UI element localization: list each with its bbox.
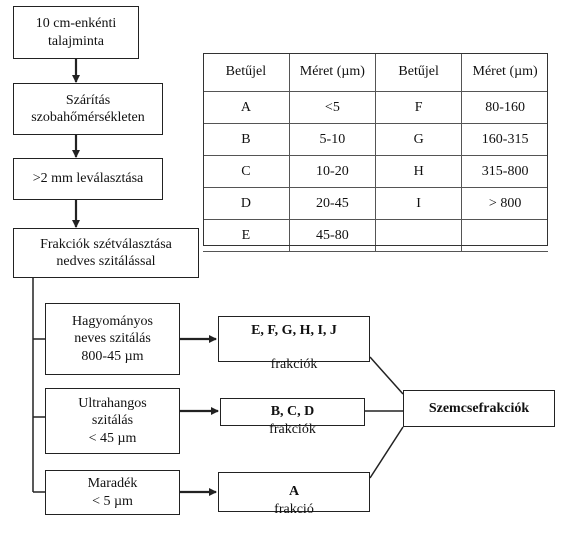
result-fractions-b-c-d-letters: B, C, D (270, 404, 315, 420)
result-fractions-b-c-d (220, 398, 365, 437)
method-conventional-sieving: Hagyományos neves szitálás 800-45 µm (45, 303, 180, 375)
table-cell: 45-80 (289, 220, 375, 252)
table-cell: 160-315 (462, 124, 548, 156)
table-header-cell: Betűjel (376, 53, 462, 92)
table-cell: 20-45 (289, 188, 375, 220)
table-header-cell: Méret (µm) (462, 53, 548, 92)
method-ultrasonic-sieving: Ultrahangos szitálás < 45 µm (45, 388, 180, 454)
table-cell: D (203, 188, 289, 220)
table-header-row (203, 53, 548, 92)
table-row (203, 188, 548, 220)
table-row (203, 92, 548, 124)
table-cell: G (376, 124, 462, 156)
result-fraction-a (218, 472, 370, 517)
table-cell: I (376, 188, 462, 220)
table-cell: 315-800 (462, 156, 548, 188)
table-cell: A (203, 92, 289, 124)
table-cell: F (376, 92, 462, 124)
table-cell (376, 220, 462, 252)
table-header-cell: Méret (µm) (289, 53, 375, 92)
result-fraction-a-letter: A (288, 484, 300, 500)
result-fractions-b-c-d-suffix: frakciók (269, 421, 316, 437)
flow-step-drying: Szárítás szobahőmérsékleten (13, 83, 163, 135)
table-row (203, 220, 548, 252)
table-cell: H (376, 156, 462, 188)
flow-step-wet-sieving: Frakciók szétválasztása nedves szitálással (13, 228, 199, 278)
table-cell (462, 220, 548, 252)
table-cell: 80-160 (462, 92, 548, 124)
table-cell: C (203, 156, 289, 188)
table-row (203, 156, 548, 188)
flow-step-soil-sample: 10 cm-enkénti talajminta (13, 6, 139, 59)
table-cell: > 800 (462, 188, 548, 220)
result-fractions-e-to-j (218, 316, 370, 373)
final-particle-fractions: Szemcsefrakciók (403, 390, 555, 427)
method-residue: Maradék < 5 µm (45, 470, 180, 515)
table-row (203, 124, 548, 156)
fraction-size-table (203, 53, 548, 252)
result-fractions-e-to-j-suffix: frakciók (270, 357, 318, 373)
result-fraction-a-suffix: frakció (274, 501, 314, 517)
table-cell: <5 (289, 92, 375, 124)
converge-line-result1 (370, 357, 403, 394)
table-header-cell: Betűjel (203, 53, 289, 92)
converge-line-result3 (370, 427, 403, 478)
table-cell: E (203, 220, 289, 252)
flow-step-separation-2mm: >2 mm leválasztása (13, 158, 163, 200)
table-cell: 5-10 (289, 124, 375, 156)
result-fractions-e-to-j-letters: E, F, G, H, I, J (251, 322, 337, 338)
table-cell: B (203, 124, 289, 156)
table-cell: 10-20 (289, 156, 375, 188)
